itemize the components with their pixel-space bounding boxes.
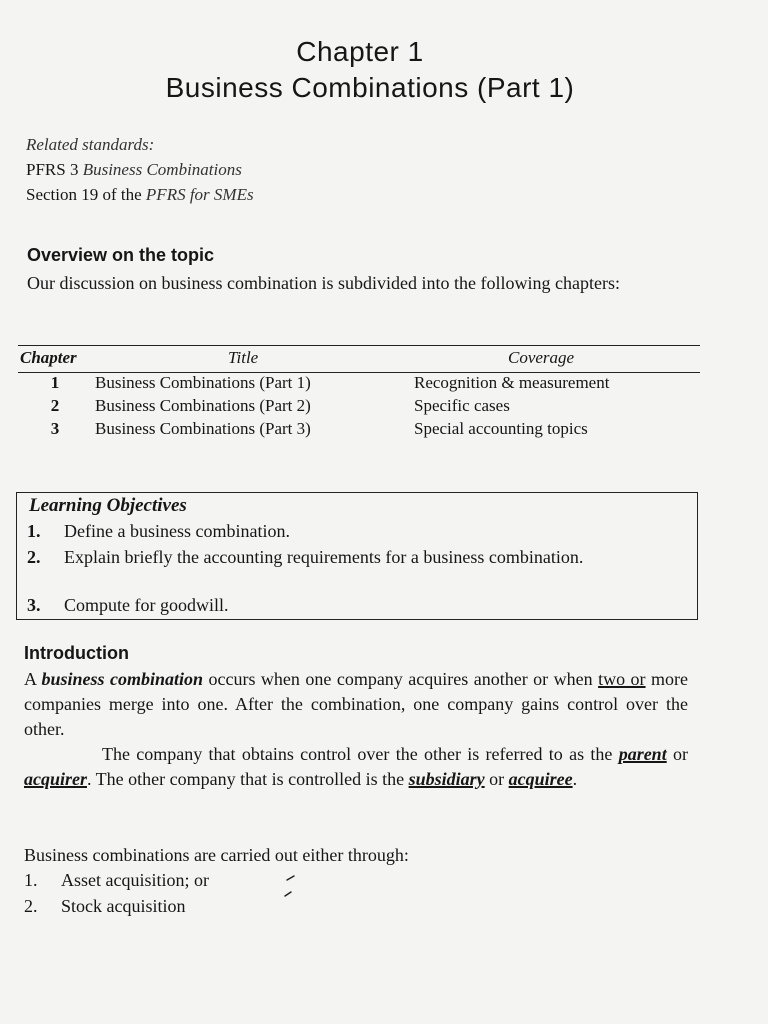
list-text: Asset acquisition; or [61, 870, 209, 890]
term-parent: parent [618, 744, 667, 764]
row-chapter: 1 [50, 373, 60, 392]
chapter-label: Chapter 1 [296, 36, 424, 67]
table-row [18, 373, 700, 396]
list-number: 1. [24, 870, 38, 890]
term-acquirer: acquirer [24, 769, 87, 789]
introduction-paragraph-1: A business combination occurs when one company acquires another or when two or more companies merge into one. After the combination, one company gains control over the other. [24, 669, 688, 739]
header-chapter: Chapter [20, 348, 77, 367]
term-subsidiary: subsidiary [408, 769, 485, 789]
learning-objectives-box [16, 492, 698, 620]
header-coverage: Coverage [508, 348, 575, 367]
overview-paragraph: Our discussion on business combination is subdivided into the following chapters: [27, 273, 620, 293]
objective-text: Compute for goodwill. [64, 595, 229, 615]
introduction-paragraph-2: The company that obtains control over the other is referred to as the parent or acquirer. The other company that is controlled is the subsidiary or acquiree. [24, 744, 688, 789]
list-number: 2. [24, 896, 38, 916]
row-coverage: Specific cases [414, 396, 510, 415]
underlined-two-or: two or [598, 669, 646, 689]
objective-number: 3. [27, 595, 41, 615]
handwritten-check-mark-icon [282, 870, 302, 900]
introduction-heading: Introduction [24, 643, 129, 663]
term-business-combination: business combination [41, 669, 203, 689]
row-title: Business Combinations (Part 3) [95, 419, 311, 438]
row-coverage: Special accounting topics [414, 419, 588, 438]
chapter-title: Business Combinations (Part 1) [165, 72, 575, 103]
objective-text: Define a business combination. [64, 521, 290, 541]
objective-text: Explain briefly the accounting requirements for a business combination. [64, 547, 584, 567]
related-standards-label: Related standards: [26, 135, 155, 154]
table-header [18, 346, 700, 373]
row-title: Business Combinations (Part 1) [95, 373, 311, 392]
related-standard-2: Section 19 of the PFRS for SMEs [26, 185, 254, 204]
row-chapter: 2 [50, 396, 60, 415]
chapters-table [18, 345, 700, 442]
row-title: Business Combinations (Part 2) [95, 396, 311, 415]
table-row [18, 419, 700, 442]
table-row [18, 396, 700, 419]
objective-number: 2. [27, 547, 41, 567]
row-coverage: Recognition & measurement [414, 373, 610, 392]
term-acquiree: acquiree [508, 769, 573, 789]
objective-number: 1. [27, 521, 41, 541]
related-standard-1: PFRS 3 Business Combinations [26, 160, 242, 179]
learning-objectives-title: Learning Objectives [29, 495, 187, 516]
list-text: Stock acquisition [61, 896, 186, 916]
header-title: Title [228, 348, 259, 367]
row-chapter: 3 [50, 419, 60, 438]
methods-intro: Business combinations are carried out either through: [24, 845, 409, 865]
related-standards [26, 132, 254, 207]
overview-heading: Overview on the topic [27, 245, 215, 265]
